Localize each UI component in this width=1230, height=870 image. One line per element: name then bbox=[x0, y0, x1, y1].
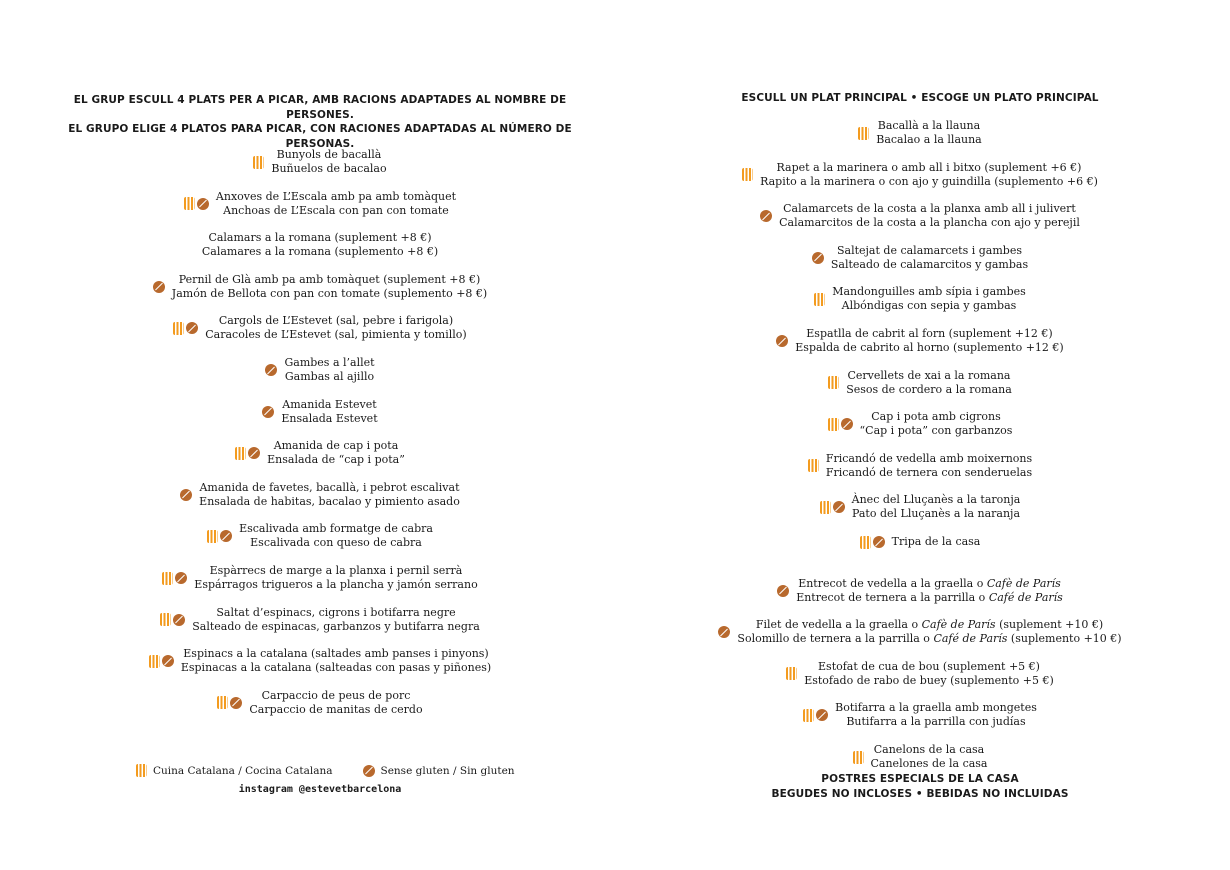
dish-name-spanish: Entrecot de ternera a la parrilla o Café de París bbox=[796, 590, 1063, 604]
gluten-free-icon bbox=[248, 447, 260, 459]
catalan-flag-icon bbox=[207, 530, 218, 543]
dish-icons bbox=[265, 364, 277, 376]
dish-icons bbox=[235, 447, 260, 460]
dish-name-catalan: Bunyols de bacallà bbox=[276, 148, 382, 161]
dish-item bbox=[40, 273, 600, 301]
dish-item bbox=[640, 285, 1200, 313]
dish-name-spanish: Espárragos trigueros a la plancha y jamón serrano bbox=[194, 578, 478, 591]
dish-name-catalan: Cap i pota amb cigrons bbox=[871, 410, 1001, 424]
dish-name-spanish: Rapito a la marinera o con ajo y guindilla (suplemento +6 €) bbox=[760, 174, 1098, 188]
gluten-free-icon bbox=[175, 572, 187, 584]
dish-name-spanish: Caracoles de L’Estevet (sal, pimienta y tomillo) bbox=[205, 328, 467, 342]
dish-icons bbox=[160, 613, 185, 626]
dish-item bbox=[640, 701, 1200, 729]
dish-name-spanish: Espinacas a la catalana (salteadas con pasas y piñones) bbox=[180, 661, 492, 675]
dish-icons bbox=[173, 322, 198, 335]
right-footer bbox=[640, 772, 1200, 801]
dish-name-catalan: Calamarcets de la costa a la planxa amb all i julivert bbox=[783, 202, 1076, 216]
dish-item bbox=[640, 618, 1200, 646]
left-header-catalan: EL GRUP ESCULL 4 PLATS PER A PICAR, AMB RACIONS ADAPTADES AL NOMBRE DE PERSONES. bbox=[73, 94, 567, 121]
catalan-flag-icon bbox=[173, 322, 184, 335]
dish-name-catalan: Anxoves de L’Escala amb pa amb tomàquet bbox=[215, 189, 457, 203]
legend-gluten-label: Sense gluten / Sin gluten bbox=[380, 764, 515, 777]
gluten-free-icon bbox=[173, 614, 185, 626]
catalan-flag-icon bbox=[149, 655, 160, 668]
dish-name-catalan: Saltat d’espinacs, cigrons i botifarra negre bbox=[216, 605, 456, 619]
dish-name-catalan: Tripa de la casa bbox=[891, 535, 981, 548]
dish-name-catalan: Estofat de cua de bou (suplement +5 €) bbox=[818, 659, 1040, 673]
dish-name-catalan: Saltejat de calamarcets i gambes bbox=[836, 243, 1022, 257]
gluten-free-icon bbox=[718, 626, 730, 638]
gluten-free-icon bbox=[230, 697, 242, 709]
dish-name-catalan: Amanida Estevet bbox=[282, 397, 377, 411]
dish-icons bbox=[253, 156, 264, 169]
dish-icons bbox=[828, 376, 839, 389]
dish-name-spanish: Calamarcitos de la costa a la plancha con ajo y perejil bbox=[779, 216, 1080, 230]
dish-name-spanish: Canelones de la casa bbox=[870, 757, 988, 770]
gluten-free-icon bbox=[833, 501, 845, 513]
dish-item bbox=[40, 564, 600, 592]
dish-name-catalan: Escalivada amb formatge de cabra bbox=[239, 522, 433, 536]
dish-name-catalan: Espàrrecs de marge a la planxa i pernil serrà bbox=[209, 564, 463, 577]
dish-icons bbox=[162, 572, 187, 585]
dish-icons bbox=[776, 335, 788, 347]
dish-name-catalan: Amanida de cap i pota bbox=[273, 439, 399, 453]
dish-item bbox=[640, 452, 1200, 480]
dish-name-spanish: Ensalada de habitas, bacalao y pimiento asado bbox=[199, 494, 460, 508]
catalan-flag-icon bbox=[235, 447, 246, 460]
catalan-flag-icon bbox=[828, 376, 839, 389]
dish-name-spanish: Carpaccio de manitas de cerdo bbox=[249, 702, 423, 716]
gluten-free-icon bbox=[841, 418, 853, 430]
dish-name-spanish: Jamón de Bellota con pan con tomate (suplemento +8 €) bbox=[171, 286, 488, 300]
dish-item bbox=[640, 161, 1200, 189]
catalan-flag-icon bbox=[860, 536, 871, 549]
dish-icons bbox=[858, 127, 869, 140]
dish-item bbox=[640, 660, 1200, 688]
dish-name-catalan: Espatlla de cabrit al forn (suplement +12 €) bbox=[806, 327, 1053, 340]
dish-item bbox=[640, 577, 1200, 605]
dish-name-catalan: Gambes a l’allet bbox=[284, 356, 375, 369]
gluten-free-icon bbox=[262, 406, 274, 418]
dish-name-spanish: Pato del Lluçanès a la naranja bbox=[851, 507, 1021, 521]
dish-icons bbox=[808, 459, 819, 472]
gluten-free-icon bbox=[162, 655, 174, 667]
dish-item bbox=[640, 119, 1200, 147]
dish-name-catalan: Amanida de favetes, bacallà, i pebrot escalivat bbox=[199, 480, 460, 494]
dish-item bbox=[640, 202, 1200, 230]
dish-name-catalan: Cervellets de xai a la romana bbox=[847, 368, 1011, 382]
catalan-flag-icon bbox=[162, 572, 173, 585]
dish-item bbox=[40, 606, 600, 634]
dish-item bbox=[640, 327, 1200, 355]
dish-name-catalan: Espinacs a la catalana (saltades amb panses i pinyons) bbox=[183, 647, 489, 661]
dish-name-catalan: Ànec del Lluçanès a la taronja bbox=[851, 493, 1021, 507]
dish-item bbox=[640, 743, 1200, 771]
dish-icons bbox=[820, 501, 845, 514]
dish-icons bbox=[803, 709, 828, 722]
dish-icons bbox=[786, 667, 797, 680]
dish-name-catalan: Entrecot de vedella a la graella o Cafè de París bbox=[798, 576, 1061, 590]
catalan-flag-icon bbox=[253, 156, 264, 169]
dish-icons bbox=[153, 281, 165, 293]
catalan-flag-icon bbox=[160, 613, 171, 626]
gluten-free-icon bbox=[812, 252, 824, 264]
legend-catalan-label: Cuina Catalana / Cocina Catalana bbox=[153, 764, 333, 777]
right-header bbox=[640, 91, 1200, 106]
dish-icons bbox=[853, 751, 864, 764]
catalan-flag-icon bbox=[217, 696, 228, 709]
dish-icons bbox=[184, 197, 209, 210]
catalan-flag-icon bbox=[184, 197, 195, 210]
catalan-flag-icon bbox=[136, 764, 147, 777]
dish-name-catalan: Canelons de la casa bbox=[873, 743, 985, 756]
dish-name-spanish: Salteado de calamarcitos y gambas bbox=[830, 257, 1029, 271]
dish-icons bbox=[814, 293, 825, 306]
dish-icons bbox=[828, 418, 853, 431]
left-header bbox=[40, 93, 600, 151]
gluten-free-icon bbox=[776, 335, 788, 347]
dish-name-spanish: Sesos de cordero a la romana bbox=[846, 382, 1012, 396]
right-header-text: ESCULL UN PLAT PRINCIPAL • ESCOGE UN PLATO PRINCIPAL bbox=[741, 92, 1099, 104]
dish-icons bbox=[742, 168, 753, 181]
dish-item bbox=[640, 535, 1200, 549]
dish-name-spanish: Salteado de espinacas, garbanzos y butifarra negra bbox=[192, 619, 480, 633]
gluten-free-icon bbox=[220, 530, 232, 542]
dish-item bbox=[40, 522, 600, 550]
gluten-free-icon bbox=[760, 210, 772, 222]
dish-name-catalan: Cargols de L’Estevet (sal, pebre i farigola) bbox=[218, 314, 454, 328]
dish-icons bbox=[217, 696, 242, 709]
dish-name-spanish: Butifarra a la parrilla con judías bbox=[846, 715, 1026, 729]
dish-name-spanish: Gambas al ajillo bbox=[284, 370, 375, 383]
dish-name-spanish: Ensalada Estevet bbox=[281, 411, 378, 425]
legend-catalan bbox=[136, 764, 333, 777]
gluten-free-icon bbox=[180, 489, 192, 501]
desserts-note: POSTRES ESPECIALS DE LA CASA bbox=[821, 773, 1019, 785]
drinks-note: BEGUDES NO INCLOSES • BEBIDAS NO INCLUIDAS bbox=[771, 787, 1069, 800]
dish-name-spanish: Ensalada de “cap i pota” bbox=[267, 453, 405, 467]
dish-name-spanish: Espalda de cabrito al horno (suplemento +12 €) bbox=[795, 341, 1064, 354]
gluten-free-icon bbox=[265, 364, 277, 376]
dish-name-catalan: Botifarra a la graella amb mongetes bbox=[835, 701, 1037, 715]
catalan-flag-icon bbox=[808, 459, 819, 472]
gluten-free-icon bbox=[197, 198, 209, 210]
dish-item bbox=[640, 369, 1200, 397]
gluten-free-icon bbox=[363, 765, 375, 777]
dish-icons bbox=[760, 210, 772, 222]
dish-name-spanish: Escalivada con queso de cabra bbox=[250, 536, 422, 550]
dish-icons bbox=[180, 489, 192, 501]
gluten-free-icon bbox=[186, 322, 198, 334]
dish-item bbox=[40, 148, 600, 176]
dish-name-spanish: Buñuelos de bacalao bbox=[271, 162, 387, 175]
dish-item bbox=[40, 190, 600, 218]
instagram-handle: instagram @estevetbarcelona bbox=[238, 784, 402, 795]
dish-icons bbox=[812, 252, 824, 264]
dish-item bbox=[40, 689, 600, 717]
dish-name-catalan: Bacallà a la llauna bbox=[877, 119, 981, 132]
catalan-flag-icon bbox=[803, 709, 814, 722]
dish-icons bbox=[262, 406, 274, 418]
catalan-flag-icon bbox=[858, 127, 869, 140]
dish-name-catalan: Pernil de Glà amb pa amb tomàquet (suplement +8 €) bbox=[178, 272, 481, 286]
dish-item bbox=[40, 481, 600, 509]
dish-item bbox=[40, 439, 600, 467]
gluten-free-icon bbox=[873, 536, 885, 548]
gluten-free-icon bbox=[816, 709, 828, 721]
dish-item bbox=[40, 356, 600, 384]
dish-name-catalan: Rapet a la marinera o amb all i bitxo (suplement +6 €) bbox=[776, 160, 1082, 174]
dish-icons bbox=[777, 585, 789, 597]
dish-name-spanish: “Cap i pota” con garbanzos bbox=[859, 424, 1013, 438]
catalan-flag-icon bbox=[742, 168, 753, 181]
dish-item bbox=[640, 410, 1200, 438]
dish-icons bbox=[207, 530, 232, 543]
legend-gluten bbox=[363, 765, 515, 777]
catalan-flag-icon bbox=[853, 751, 864, 764]
dish-item bbox=[640, 493, 1200, 521]
dish-name-catalan: Mandonguilles amb sípia i gambes bbox=[832, 285, 1026, 299]
dish-item bbox=[40, 231, 600, 259]
dish-name-spanish: Albóndigas con sepia y gambas bbox=[841, 299, 1017, 313]
dish-item bbox=[40, 398, 600, 426]
dish-item bbox=[40, 647, 600, 675]
gluten-free-icon bbox=[153, 281, 165, 293]
dish-name-spanish: Bacalao a la llauna bbox=[876, 133, 982, 146]
dish-icons bbox=[718, 626, 730, 638]
dish-name-spanish: Solomillo de ternera a la parrilla o Café de París (suplemento +10 €) bbox=[737, 632, 1122, 646]
dish-name-catalan: Calamars a la romana (suplement +8 €) bbox=[208, 231, 432, 245]
dish-icons bbox=[149, 655, 174, 668]
catalan-flag-icon bbox=[820, 501, 831, 514]
left-header-spanish: EL GRUPO ELIGE 4 PLATOS PARA PICAR, CON RACIONES ADAPTADAS AL NÚMERO DE PERSONAS. bbox=[68, 123, 572, 150]
dish-item bbox=[640, 244, 1200, 272]
dish-name-catalan: Fricandó de vedella amb moixernons bbox=[825, 451, 1033, 465]
dish-item bbox=[40, 314, 600, 342]
dish-name-catalan: Filet de vedella a la graella o Cafè de París (suplement +10 €) bbox=[755, 618, 1104, 632]
gluten-free-icon bbox=[777, 585, 789, 597]
dish-icons bbox=[860, 536, 885, 549]
catalan-flag-icon bbox=[814, 293, 825, 306]
dish-name-catalan: Carpaccio de peus de porc bbox=[261, 688, 411, 702]
dish-name-spanish: Fricandó de ternera con senderuelas bbox=[825, 465, 1033, 479]
legend bbox=[136, 764, 515, 777]
dish-name-spanish: Calamares a la romana (suplemento +8 €) bbox=[201, 245, 439, 259]
catalan-flag-icon bbox=[786, 667, 797, 680]
dish-name-spanish: Anchoas de L’Escala con pan con tomate bbox=[223, 203, 449, 217]
catalan-flag-icon bbox=[828, 418, 839, 431]
dish-name-spanish: Estofado de rabo de buey (suplemento +5 €) bbox=[804, 673, 1054, 687]
